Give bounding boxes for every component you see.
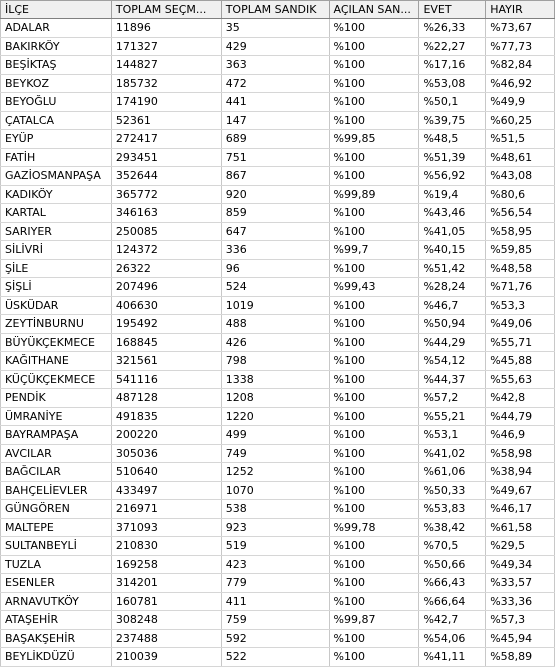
column-header-toplam-secmen[interactable]: TOPLAM SEÇM... [111,1,221,19]
cell-ilce: BEYKOZ [1,74,112,93]
cell-ilce: ADALAR [1,19,112,38]
cell-evet: %28,24 [419,278,486,297]
cell-ilce: AVCILAR [1,444,112,463]
cell-toplam-sandik: 519 [221,537,329,556]
cell-ilce: BAKIRKÖY [1,37,112,56]
cell-acilan-sandik: %100 [329,56,419,75]
cell-ilce: BAŞAKŞEHİR [1,629,112,648]
cell-toplam-sandik: 759 [221,611,329,630]
cell-toplam-secmen: 200220 [111,426,221,445]
cell-hayir: %49,06 [486,315,555,334]
cell-toplam-sandik: 1252 [221,463,329,482]
cell-hayir: %42,8 [486,389,555,408]
table-row[interactable] [1,204,555,223]
table-row[interactable] [1,111,555,130]
cell-toplam-secmen: 305036 [111,444,221,463]
cell-toplam-sandik: 1070 [221,481,329,500]
cell-ilce: ÜSKÜDAR [1,296,112,315]
table-row[interactable] [1,574,555,593]
cell-ilce: KADIKÖY [1,185,112,204]
cell-acilan-sandik: %100 [329,389,419,408]
table-row[interactable] [1,537,555,556]
table-row[interactable] [1,389,555,408]
cell-ilce: ATAŞEHİR [1,611,112,630]
cell-toplam-secmen: 237488 [111,629,221,648]
cell-acilan-sandik: %100 [329,537,419,556]
cell-toplam-sandik: 522 [221,648,329,667]
cell-ilce: FATİH [1,148,112,167]
cell-acilan-sandik: %100 [329,259,419,278]
table-row[interactable] [1,370,555,389]
cell-toplam-secmen: 308248 [111,611,221,630]
cell-acilan-sandik: %100 [329,93,419,112]
cell-evet: %53,08 [419,74,486,93]
table-row[interactable] [1,37,555,56]
cell-ilce: SARIYER [1,222,112,241]
cell-ilce: BÜYÜKÇEKMECE [1,333,112,352]
cell-toplam-sandik: 336 [221,241,329,260]
table-row[interactable] [1,19,555,38]
table-row[interactable] [1,611,555,630]
cell-acilan-sandik: %99,7 [329,241,419,260]
cell-toplam-secmen: 210039 [111,648,221,667]
cell-toplam-sandik: 1338 [221,370,329,389]
table-row[interactable] [1,592,555,611]
cell-toplam-secmen: 250085 [111,222,221,241]
table-row[interactable] [1,222,555,241]
cell-acilan-sandik: %100 [329,204,419,223]
column-header-ilce[interactable]: İLÇE [1,1,112,19]
cell-ilce: ZEYTİNBURNU [1,315,112,334]
cell-hayir: %49,67 [486,481,555,500]
cell-acilan-sandik: %100 [329,463,419,482]
cell-toplam-sandik: 538 [221,500,329,519]
table-row[interactable] [1,426,555,445]
cell-acilan-sandik: %100 [329,333,419,352]
cell-toplam-sandik: 1019 [221,296,329,315]
cell-hayir: %57,3 [486,611,555,630]
cell-acilan-sandik: %100 [329,167,419,186]
cell-acilan-sandik: %100 [329,37,419,56]
cell-acilan-sandik: %99,78 [329,518,419,537]
cell-toplam-sandik: 524 [221,278,329,297]
table-row[interactable] [1,518,555,537]
cell-toplam-secmen: 433497 [111,481,221,500]
cell-evet: %41,11 [419,648,486,667]
cell-ilce: ESENLER [1,574,112,593]
table-row[interactable] [1,352,555,371]
cell-ilce: BEYOĞLU [1,93,112,112]
cell-toplam-sandik: 147 [221,111,329,130]
cell-ilce: ARNAVUTKÖY [1,592,112,611]
cell-toplam-secmen: 168845 [111,333,221,352]
cell-hayir: %80,6 [486,185,555,204]
cell-toplam-secmen: 314201 [111,574,221,593]
cell-ilce: BEYLİKDÜZÜ [1,648,112,667]
cell-hayir: %60,25 [486,111,555,130]
table-row[interactable] [1,444,555,463]
cell-toplam-secmen: 185732 [111,74,221,93]
cell-evet: %17,16 [419,56,486,75]
table-row[interactable] [1,481,555,500]
cell-ilce: BEŞİKTAŞ [1,56,112,75]
cell-ilce: ŞİLE [1,259,112,278]
cell-toplam-secmen: 171327 [111,37,221,56]
cell-hayir: %45,94 [486,629,555,648]
cell-acilan-sandik: %100 [329,111,419,130]
cell-evet: %53,1 [419,426,486,445]
cell-evet: %57,2 [419,389,486,408]
cell-toplam-secmen: 144827 [111,56,221,75]
cell-evet: %55,21 [419,407,486,426]
cell-evet: %41,02 [419,444,486,463]
cell-toplam-secmen: 11896 [111,19,221,38]
cell-acilan-sandik: %100 [329,592,419,611]
cell-hayir: %58,98 [486,444,555,463]
table-row[interactable] [1,629,555,648]
table-row[interactable] [1,185,555,204]
cell-hayir: %49,9 [486,93,555,112]
cell-toplam-secmen: 210830 [111,537,221,556]
cell-toplam-sandik: 423 [221,555,329,574]
cell-toplam-sandik: 592 [221,629,329,648]
cell-ilce: BAHÇELİEVLER [1,481,112,500]
cell-acilan-sandik: %100 [329,315,419,334]
table-row[interactable] [1,296,555,315]
cell-ilce: GÜNGÖREN [1,500,112,519]
cell-toplam-sandik: 798 [221,352,329,371]
cell-toplam-sandik: 867 [221,167,329,186]
column-header-toplam-sandik[interactable]: TOPLAM SANDIK [221,1,329,19]
cell-hayir: %53,3 [486,296,555,315]
table-row[interactable] [1,555,555,574]
cell-hayir: %29,5 [486,537,555,556]
cell-evet: %51,42 [419,259,486,278]
cell-acilan-sandik: %100 [329,148,419,167]
cell-toplam-sandik: 920 [221,185,329,204]
cell-toplam-sandik: 647 [221,222,329,241]
cell-acilan-sandik: %100 [329,296,419,315]
cell-acilan-sandik: %100 [329,19,419,38]
cell-hayir: %82,84 [486,56,555,75]
cell-toplam-secmen: 272417 [111,130,221,149]
table-row[interactable] [1,648,555,667]
cell-ilce: KARTAL [1,204,112,223]
cell-evet: %61,06 [419,463,486,482]
cell-ilce: ÜMRANİYE [1,407,112,426]
cell-ilce: EYÜP [1,130,112,149]
cell-acilan-sandik: %100 [329,555,419,574]
cell-acilan-sandik: %100 [329,481,419,500]
cell-evet: %43,46 [419,204,486,223]
cell-evet: %19,4 [419,185,486,204]
cell-toplam-sandik: 411 [221,592,329,611]
cell-evet: %48,5 [419,130,486,149]
table-row[interactable] [1,278,555,297]
table-row[interactable] [1,74,555,93]
cell-ilce: BAĞCILAR [1,463,112,482]
cell-evet: %54,12 [419,352,486,371]
cell-toplam-secmen: 541116 [111,370,221,389]
cell-ilce: KAĞITHANE [1,352,112,371]
cell-evet: %50,1 [419,93,486,112]
cell-toplam-secmen: 487128 [111,389,221,408]
cell-evet: %44,29 [419,333,486,352]
cell-toplam-secmen: 346163 [111,204,221,223]
cell-evet: %50,66 [419,555,486,574]
cell-acilan-sandik: %100 [329,74,419,93]
cell-acilan-sandik: %100 [329,426,419,445]
cell-toplam-sandik: 859 [221,204,329,223]
cell-toplam-secmen: 321561 [111,352,221,371]
cell-hayir: %33,57 [486,574,555,593]
cell-toplam-secmen: 491835 [111,407,221,426]
cell-toplam-secmen: 160781 [111,592,221,611]
cell-evet: %38,42 [419,518,486,537]
cell-acilan-sandik: %99,85 [329,130,419,149]
cell-ilce: SULTANBEYLİ [1,537,112,556]
cell-acilan-sandik: %100 [329,407,419,426]
cell-evet: %53,83 [419,500,486,519]
cell-toplam-sandik: 441 [221,93,329,112]
cell-toplam-secmen: 216971 [111,500,221,519]
table-row[interactable] [1,167,555,186]
cell-acilan-sandik: %100 [329,500,419,519]
cell-hayir: %45,88 [486,352,555,371]
cell-hayir: %71,76 [486,278,555,297]
cell-toplam-secmen: 26322 [111,259,221,278]
cell-hayir: %46,17 [486,500,555,519]
cell-evet: %46,7 [419,296,486,315]
cell-evet: %50,94 [419,315,486,334]
cell-evet: %40,15 [419,241,486,260]
cell-hayir: %73,67 [486,19,555,38]
cell-toplam-secmen: 52361 [111,111,221,130]
cell-acilan-sandik: %99,87 [329,611,419,630]
cell-evet: %70,5 [419,537,486,556]
cell-hayir: %58,89 [486,648,555,667]
cell-toplam-secmen: 293451 [111,148,221,167]
cell-ilce: PENDİK [1,389,112,408]
column-header-acilan-sandik[interactable]: AÇILAN SAN... [329,1,419,19]
cell-hayir: %77,73 [486,37,555,56]
column-header-evet[interactable]: EVET [419,1,486,19]
cell-acilan-sandik: %100 [329,648,419,667]
cell-ilce: GAZİOSMANPAŞA [1,167,112,186]
table-row[interactable] [1,407,555,426]
cell-toplam-sandik: 363 [221,56,329,75]
cell-toplam-secmen: 124372 [111,241,221,260]
cell-evet: %54,06 [419,629,486,648]
cell-hayir: %56,54 [486,204,555,223]
table-row[interactable] [1,333,555,352]
cell-toplam-sandik: 488 [221,315,329,334]
cell-toplam-secmen: 406630 [111,296,221,315]
cell-hayir: %61,58 [486,518,555,537]
cell-evet: %42,7 [419,611,486,630]
table-row[interactable] [1,241,555,260]
cell-toplam-sandik: 749 [221,444,329,463]
table-row[interactable] [1,259,555,278]
cell-hayir: %55,63 [486,370,555,389]
cell-toplam-sandik: 923 [221,518,329,537]
cell-evet: %50,33 [419,481,486,500]
cell-hayir: %55,71 [486,333,555,352]
cell-ilce: KÜÇÜKÇEKMECE [1,370,112,389]
table-row[interactable] [1,315,555,334]
cell-toplam-sandik: 35 [221,19,329,38]
cell-hayir: %46,92 [486,74,555,93]
cell-toplam-secmen: 510640 [111,463,221,482]
cell-hayir: %44,79 [486,407,555,426]
cell-hayir: %59,85 [486,241,555,260]
cell-hayir: %46,9 [486,426,555,445]
cell-toplam-sandik: 1220 [221,407,329,426]
cell-acilan-sandik: %99,43 [329,278,419,297]
cell-toplam-sandik: 751 [221,148,329,167]
table-header-row [1,1,555,19]
cell-hayir: %48,61 [486,148,555,167]
cell-hayir: %33,36 [486,592,555,611]
cell-hayir: %58,95 [486,222,555,241]
table-row[interactable] [1,93,555,112]
cell-toplam-secmen: 195492 [111,315,221,334]
cell-acilan-sandik: %100 [329,444,419,463]
cell-acilan-sandik: %99,89 [329,185,419,204]
cell-evet: %56,92 [419,167,486,186]
cell-evet: %39,75 [419,111,486,130]
cell-evet: %66,64 [419,592,486,611]
cell-toplam-sandik: 1208 [221,389,329,408]
cell-toplam-secmen: 169258 [111,555,221,574]
cell-hayir: %43,08 [486,167,555,186]
table-row[interactable] [1,148,555,167]
cell-evet: %66,43 [419,574,486,593]
cell-ilce: BAYRAMPAŞA [1,426,112,445]
cell-acilan-sandik: %100 [329,629,419,648]
cell-toplam-secmen: 371093 [111,518,221,537]
cell-ilce: SİLİVRİ [1,241,112,260]
cell-evet: %22,27 [419,37,486,56]
cell-ilce: ÇATALCA [1,111,112,130]
cell-acilan-sandik: %100 [329,574,419,593]
cell-acilan-sandik: %100 [329,222,419,241]
table-row[interactable] [1,56,555,75]
cell-toplam-secmen: 207496 [111,278,221,297]
cell-toplam-sandik: 499 [221,426,329,445]
cell-ilce: TUZLA [1,555,112,574]
cell-evet: %26,33 [419,19,486,38]
cell-ilce: MALTEPE [1,518,112,537]
cell-hayir: %48,58 [486,259,555,278]
cell-hayir: %51,5 [486,130,555,149]
cell-hayir: %49,34 [486,555,555,574]
table-body [1,19,555,667]
cell-evet: %51,39 [419,148,486,167]
cell-evet: %41,05 [419,222,486,241]
column-header-hayir[interactable]: HAYIR [486,1,555,19]
cell-toplam-secmen: 352644 [111,167,221,186]
cell-evet: %44,37 [419,370,486,389]
cell-ilce: ŞİŞLİ [1,278,112,297]
cell-toplam-sandik: 689 [221,130,329,149]
cell-toplam-sandik: 779 [221,574,329,593]
cell-toplam-sandik: 429 [221,37,329,56]
table-row[interactable] [1,463,555,482]
table-row[interactable] [1,500,555,519]
table-row[interactable] [1,130,555,149]
cell-acilan-sandik: %100 [329,352,419,371]
cell-toplam-sandik: 472 [221,74,329,93]
cell-acilan-sandik: %100 [329,370,419,389]
cell-toplam-secmen: 365772 [111,185,221,204]
cell-toplam-secmen: 174190 [111,93,221,112]
cell-toplam-sandik: 96 [221,259,329,278]
cell-toplam-sandik: 426 [221,333,329,352]
cell-hayir: %38,94 [486,463,555,482]
